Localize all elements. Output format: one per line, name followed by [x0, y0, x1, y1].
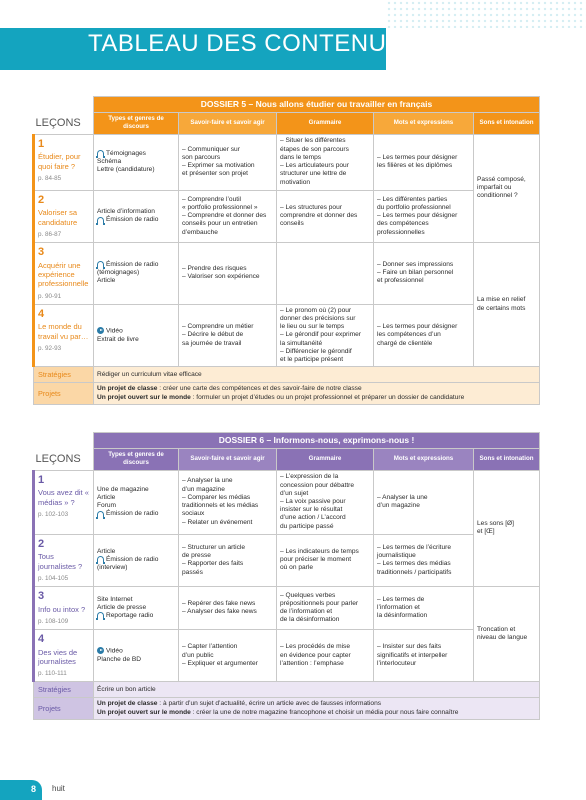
sons-cell: [474, 242, 540, 366]
text-line: – Faire un bilan personnel: [377, 269, 454, 277]
type-text: Planche de BD: [97, 655, 141, 663]
grammaire-cell: [277, 304, 374, 367]
lesson-pages: p. 92-93: [38, 345, 62, 353]
lesson-title: Étudier, pour quoi faire ?: [38, 152, 81, 171]
text-line: motivation: [280, 178, 311, 186]
mots-cell: [374, 304, 474, 367]
lesson-number: 2: [38, 193, 45, 206]
text-line: conseils pour un entretien: [182, 220, 258, 228]
text-line: – Différencier le gérondif: [280, 347, 352, 355]
type-text: Forum: [97, 502, 117, 510]
text-line: – Analyser la une: [377, 493, 428, 501]
lesson-row: [34, 134, 540, 190]
headphones-icon: [97, 261, 104, 267]
lesson-cell: [34, 304, 94, 367]
text-line: « portfolio professionnel »: [182, 203, 258, 211]
text-line: traditionnels et les médias: [182, 502, 259, 510]
type-text: Article: [97, 547, 116, 555]
savoir-cell: [179, 470, 277, 534]
text-line: chargé de clientèle: [377, 339, 433, 347]
lesson-cell: [34, 629, 94, 681]
text-line: – Prendre des risques: [182, 265, 247, 273]
strategies-text: Rédiger un curriculum vitae efficace: [94, 367, 540, 383]
strategies-label: Stratégies: [34, 367, 94, 383]
text-line: – Les indicateurs de temps: [280, 547, 359, 555]
projet-monde: [97, 394, 536, 402]
lesson-title: Le monde du travail vu par…: [38, 322, 89, 341]
type-text: Émission de radio: [106, 556, 159, 564]
lesson-row: [34, 586, 540, 629]
type-line: [97, 564, 175, 572]
types-cell: [94, 304, 179, 367]
text-line: – Comprendre l’outil: [182, 195, 242, 203]
type-text: Article: [97, 493, 116, 501]
type-line: [97, 548, 175, 556]
type-line: [97, 158, 175, 166]
text-line: – Quelques verbes: [280, 591, 336, 599]
text-line: – Repérer des fake news: [182, 599, 256, 607]
types-cell: [94, 470, 179, 534]
text-line: Troncation et: [477, 625, 516, 633]
savoir-cell: [179, 586, 277, 629]
text-line: de certains mots: [477, 304, 526, 312]
headphones-icon: [97, 217, 104, 223]
text-line: – Donner ses impressions: [377, 261, 454, 268]
projets-label: Projets: [34, 698, 94, 719]
type-line: [97, 327, 175, 335]
text-line: et [Œ]: [477, 528, 495, 536]
lesson-pages: p. 104-105: [38, 575, 69, 583]
headphones-icon: [97, 511, 104, 517]
type-text: (témoignages): [97, 269, 140, 277]
text-line: structurer une lettre de: [280, 170, 347, 178]
col-sons: Sons et intonation: [474, 448, 540, 470]
lesson-number: 4: [38, 632, 45, 645]
text-line: – Structurer un article: [182, 543, 246, 551]
type-line: [97, 150, 175, 158]
projet-monde-label: Un projet ouvert sur le monde: [97, 393, 191, 401]
projet-classe: [97, 385, 536, 393]
text-line: étapes de son parcours: [280, 145, 349, 153]
strategies-text: Écrire un bon article: [94, 682, 540, 698]
dossier-title: DOSSIER 5 – Nous allons étudier ou travailler en français: [94, 97, 540, 113]
lesson-row: [34, 534, 540, 586]
headphones-icon: [97, 150, 104, 156]
text-line: d’une action / L’accord: [280, 514, 346, 522]
text-line: – Rapporter des faits: [182, 560, 244, 568]
text-line: et le participe présent: [280, 356, 344, 364]
savoir-cell: [179, 190, 277, 242]
projets-row: [34, 383, 540, 404]
lesson-number: 4: [38, 307, 45, 320]
savoir-cell: [179, 134, 277, 190]
text-line: – Comparer les médias: [182, 493, 251, 501]
strategies-row: [34, 682, 540, 698]
lesson-cell: [34, 190, 94, 242]
headphones-icon: [97, 556, 104, 562]
text-line: professionnelles: [377, 228, 425, 236]
lesson-number: 1: [38, 137, 45, 150]
lesson-pages: p. 84-85: [38, 175, 62, 183]
decorative-dots: [386, 0, 586, 28]
text-line: en évidence pour capter: [280, 651, 351, 659]
col-grammaire: Grammaire: [277, 112, 374, 134]
grammaire-cell: [277, 586, 374, 629]
lesson-row: [34, 190, 540, 242]
text-line: imparfait ou: [477, 184, 512, 192]
mots-cell: [374, 629, 474, 681]
text-line: le lieu ou sur le temps: [280, 323, 345, 331]
text-line: d’un sujet: [280, 489, 309, 497]
lesson-title: Vous avez dit « médias » ?: [38, 488, 89, 507]
col-types: Types et genres de discours: [94, 448, 179, 470]
headphones-icon: [97, 612, 104, 618]
text-line: les filières et les diplômes: [377, 162, 453, 170]
type-line: [97, 556, 175, 564]
text-line: – Les structures pour: [280, 203, 342, 211]
text-line: concession pour débattre: [280, 481, 355, 489]
type-line: [97, 269, 175, 277]
type-text: Lettre (candidature): [97, 166, 155, 174]
lesson-cell: [34, 586, 94, 629]
lesson-pages: p. 86-87: [38, 231, 62, 239]
lesson-pages: p. 102-103: [38, 511, 69, 519]
projet-monde-label: Un projet ouvert sur le monde: [97, 708, 191, 716]
text-line: – Relater un événement: [182, 518, 253, 526]
type-text: Schéma: [97, 158, 122, 165]
col-sons: Sons et intonation: [474, 112, 540, 134]
projet-classe-text: : à partir d’un sujet d’actualité, écrire un article avec de fausses informations: [157, 700, 382, 708]
lesson-title: Acquérir une expérience professionnelle: [38, 260, 89, 289]
text-line: Les sons [Ø]: [477, 520, 515, 528]
lesson-number: 3: [38, 589, 45, 602]
type-text: Une de magazine: [97, 485, 149, 493]
page-title: TABLEAU DES CONTENUS: [88, 30, 403, 57]
text-line: – Les termes pour désigner: [377, 212, 458, 220]
lecons-label: LEÇONS: [35, 452, 81, 465]
type-text: Article d’information: [97, 208, 155, 216]
col-mots: Mots et expressions: [374, 112, 474, 134]
text-line: – Les procédés de mise: [280, 643, 351, 651]
lesson-number: 3: [38, 245, 45, 258]
text-line: les compétences d’un: [377, 331, 441, 339]
grammaire-cell: [277, 242, 374, 304]
type-text: Extrait de livre: [97, 335, 139, 343]
type-line: [97, 277, 175, 285]
text-line: son parcours: [182, 153, 221, 161]
text-line: d’un magazine: [377, 502, 420, 510]
type-line: [97, 596, 175, 604]
type-text: Vidéo: [106, 327, 123, 335]
text-line: où on parle: [280, 564, 313, 572]
text-line: la désinformation: [377, 612, 428, 620]
text-line: niveau de langue: [477, 634, 528, 642]
text-line: significatifs et interpeller: [377, 651, 448, 659]
mots-cell: [374, 134, 474, 190]
text-line: – Le gérondif pour exprimer: [280, 331, 362, 339]
text-line: insister sur le résultat: [280, 506, 343, 514]
lesson-number: 2: [38, 537, 45, 550]
strategies-label: Stratégies: [34, 682, 94, 698]
text-line: passés: [182, 568, 203, 576]
col-savoir: Savoir-faire et savoir agir: [179, 112, 277, 134]
text-line: d’embauche: [182, 228, 218, 236]
grammaire-cell: [277, 190, 374, 242]
text-line: – Situer les différentes: [280, 137, 346, 145]
grammaire-cell: [277, 534, 374, 586]
text-line: l’information et: [377, 603, 420, 611]
text-line: – Les différentes parties: [377, 195, 448, 203]
text-line: comprendre et donner des: [280, 212, 358, 220]
strategies-row: [34, 367, 540, 383]
types-cell: [94, 586, 179, 629]
text-line: prépositionnels pour parler: [280, 599, 359, 607]
lesson-title: Tous journalistes ?: [38, 552, 83, 571]
lesson-pages: p. 110-111: [38, 670, 67, 678]
page-number: 8: [31, 784, 37, 794]
text-line: – Comprendre un métier: [182, 323, 254, 331]
text-line: de presse: [182, 552, 211, 560]
text-line: d’un public: [182, 651, 214, 659]
text-line: – Exprimer sa motivation: [182, 162, 255, 170]
lesson-row: [34, 242, 540, 304]
types-cell: [94, 629, 179, 681]
projet-classe-label: Un projet de classe: [97, 385, 158, 393]
text-line: traditionnels / participatifs: [377, 568, 452, 576]
type-text: Émission de radio: [106, 510, 159, 518]
type-line: [97, 656, 175, 664]
lesson-row: [34, 304, 540, 367]
projet-monde-text: : formuler un projet d’études ou un projet professionnel et préparer un dossier de candidature: [190, 393, 465, 401]
type-text: Article: [97, 277, 116, 285]
text-line: Passé composé,: [477, 175, 526, 183]
play-video-icon: [97, 327, 104, 334]
lesson-row: [34, 629, 540, 681]
lecons-label: LEÇONS: [35, 116, 81, 129]
type-line: [97, 604, 175, 612]
lesson-pages: p. 108-109: [38, 618, 69, 626]
lesson-pages: p. 90-91: [38, 292, 62, 300]
lesson-title: Info ou intox ?: [38, 604, 86, 614]
types-cell: [94, 134, 179, 190]
sons-cell: [474, 134, 540, 242]
projets-label: Projets: [34, 383, 94, 404]
types-cell: [94, 534, 179, 586]
mots-cell: [374, 190, 474, 242]
dossier-title: DOSSIER 6 – Informons-nous, exprimons-nous !: [94, 433, 540, 449]
projet-monde: [97, 709, 536, 717]
projets-text: [94, 698, 540, 719]
text-line: conditionnel ?: [477, 192, 518, 200]
mots-cell: [374, 470, 474, 534]
text-line: – Le pronom où (2) pour: [280, 306, 352, 314]
type-line: [97, 647, 175, 655]
text-line: donner des précisions sur: [280, 314, 356, 322]
grammaire-cell: [277, 134, 374, 190]
types-cell: [94, 190, 179, 242]
projet-classe-label: Un projet de classe: [97, 700, 158, 708]
text-line: – Capter l’attention: [182, 643, 238, 651]
type-line: [97, 494, 175, 502]
mots-cell: [374, 586, 474, 629]
text-line: pour préciser le moment: [280, 556, 352, 564]
dossier-5-table: [32, 96, 540, 405]
lesson-cell: [34, 534, 94, 586]
page-number-word: huit: [52, 784, 65, 793]
text-line: d’un magazine: [182, 485, 225, 493]
type-text: Émission de radio: [106, 216, 159, 224]
savoir-cell: [179, 242, 277, 304]
text-line: – Les termes des médias: [377, 560, 451, 568]
text-line: – Expliquer et argumenter: [182, 659, 258, 667]
lesson-title: Des vies de journalistes: [38, 647, 78, 667]
text-line: du participe passé: [280, 522, 334, 530]
grammaire-cell: [277, 470, 374, 534]
text-line: de la désinformation: [280, 616, 340, 624]
col-grammaire: Grammaire: [277, 448, 374, 470]
text-line: dans le temps: [280, 153, 322, 161]
text-line: – Analyser des fake news: [182, 607, 257, 615]
text-line: – Comprendre et donner des: [182, 212, 267, 220]
dossier-6-table: [32, 432, 540, 720]
projet-classe-text: : créer une carte des compétences et des savoir-faire de notre classe: [157, 385, 362, 393]
mots-cell: [374, 242, 474, 304]
text-line: – L’expression de la: [280, 473, 339, 481]
type-text: Article de presse: [97, 603, 147, 611]
text-line: journalistique: [377, 552, 416, 560]
type-line: [97, 166, 175, 174]
lesson-cell: [34, 242, 94, 304]
type-text: (interview): [97, 564, 128, 572]
text-line: sociaux: [182, 510, 205, 518]
projet-monde-text: : créer la une de notre magazine francophone et choisir un média pour nous faire connaître: [190, 708, 459, 716]
text-line: conseils: [280, 220, 304, 228]
type-line: [97, 261, 175, 269]
type-line: [97, 510, 175, 518]
text-line: et professionnel: [377, 277, 424, 285]
lesson-row: [34, 470, 540, 534]
text-line: de l’information et: [280, 607, 333, 615]
text-line: du portfolio professionnel: [377, 203, 451, 211]
projets-row: [34, 698, 540, 719]
text-line: – Les articulateurs pour: [280, 162, 349, 170]
lesson-cell: [34, 134, 94, 190]
type-text: Témoignages: [106, 149, 146, 157]
types-cell: [94, 242, 179, 304]
text-line: – Les termes de: [377, 595, 425, 603]
text-line: – Les termes de l’écriture: [377, 543, 452, 551]
savoir-cell: [179, 304, 277, 367]
text-line: et présenter son projet: [182, 170, 248, 178]
col-types: Types et genres de discours: [94, 112, 179, 134]
text-line: – Analyser la une: [182, 477, 233, 485]
type-text: Émission de radio: [106, 261, 159, 268]
text-line: l’attention : l’emphase: [280, 659, 344, 667]
grammaire-cell: [277, 629, 374, 681]
text-line: l’interlocuteur: [377, 659, 417, 667]
type-text: Vidéo: [106, 647, 123, 655]
type-line: [97, 486, 175, 494]
savoir-cell: [179, 534, 277, 586]
col-mots: Mots et expressions: [374, 448, 474, 470]
type-text: Site Internet: [97, 595, 133, 603]
text-line: – Insister sur des faits: [377, 643, 442, 651]
text-line: la simultanéité: [280, 339, 323, 347]
text-line: La mise en relief: [477, 296, 526, 304]
text-line: – Les termes pour désigner: [377, 323, 458, 331]
text-line: – Décrire le début de: [182, 331, 244, 339]
projet-classe: [97, 700, 536, 708]
play-video-icon: [97, 647, 104, 654]
sons-cell: [474, 470, 540, 586]
type-line: [97, 336, 175, 344]
text-line: – Valoriser son expérience: [182, 273, 260, 281]
lesson-title: Valoriser sa candidature: [38, 208, 78, 227]
type-line: [97, 216, 175, 224]
type-text: Reportage radio: [106, 612, 154, 620]
col-savoir: Savoir-faire et savoir agir: [179, 448, 277, 470]
text-line: – Les termes pour désigner: [377, 153, 458, 161]
text-line: sa journée de travail: [182, 339, 242, 347]
text-line: – La voix passive pour: [280, 498, 346, 505]
text-line: des compétences: [377, 220, 429, 228]
sons-cell: [474, 586, 540, 681]
mots-cell: [374, 534, 474, 586]
text-line: – Communiquer sur: [182, 145, 240, 153]
lesson-cell: [34, 470, 94, 534]
type-line: [97, 612, 175, 620]
lesson-number: 1: [38, 473, 45, 486]
savoir-cell: [179, 629, 277, 681]
projets-text: [94, 383, 540, 404]
